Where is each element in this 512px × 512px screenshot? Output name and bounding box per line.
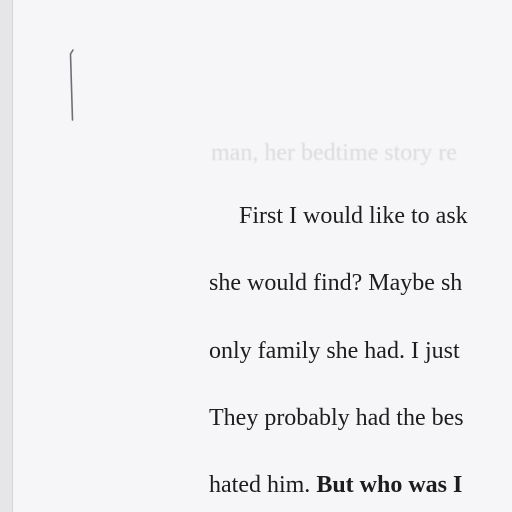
paper-page (12, 0, 512, 512)
text-line-5-normal: hated him. (209, 472, 311, 498)
staple-mark (69, 48, 75, 122)
text-line-2: she would find? Maybe sh (209, 270, 463, 296)
text-line-5 (209, 470, 462, 500)
text-line-4: They probably had the bes (209, 405, 464, 431)
bleed-through-text: man, her bedtime story re (211, 140, 457, 166)
text-line-5-bold: But who was I (316, 472, 463, 498)
text-line-1: First I would like to ask (239, 203, 468, 229)
text-line-3: only family she had. I just (209, 338, 460, 364)
